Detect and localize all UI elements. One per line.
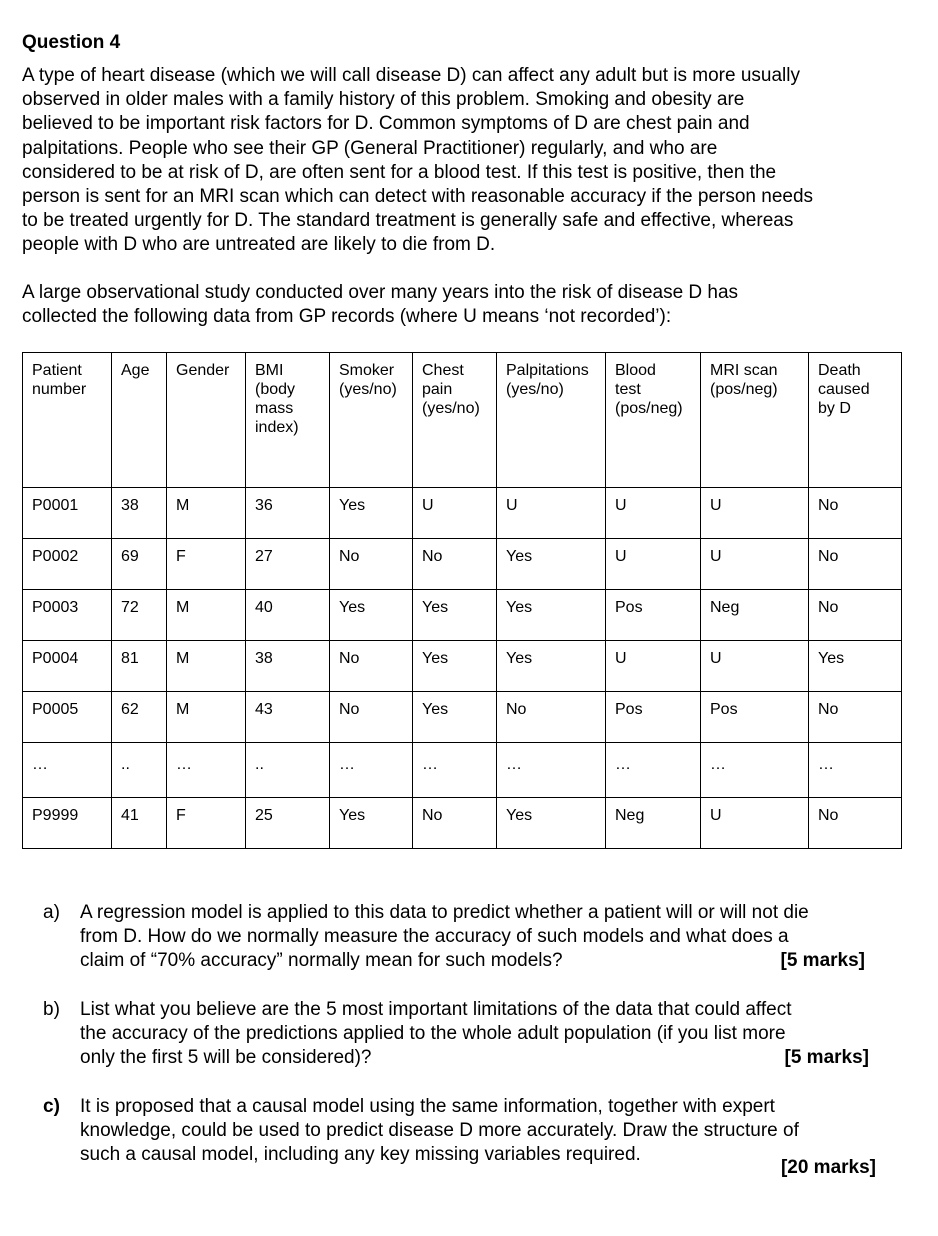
table-cell: U xyxy=(413,488,497,539)
header-text: Palpitations xyxy=(506,362,589,379)
header-text: index) xyxy=(255,419,299,436)
table-cell: No xyxy=(809,590,902,641)
table-cell: .. xyxy=(112,743,167,798)
table-cell: 72 xyxy=(112,590,167,641)
column-header xyxy=(497,353,606,488)
header-text: by D xyxy=(818,400,851,417)
column-header xyxy=(246,353,330,488)
header-text: (yes/no) xyxy=(506,381,564,398)
table-cell: P0001 xyxy=(23,488,112,539)
header-text: Chest xyxy=(422,362,464,379)
table-cell: F xyxy=(167,539,246,590)
header-text: Blood xyxy=(615,362,656,379)
table-cell: P9999 xyxy=(23,798,112,849)
table-cell: Yes xyxy=(413,590,497,641)
table-cell: … xyxy=(330,743,413,798)
header-text: Death xyxy=(818,362,861,379)
question-text: such a causal model, including any key missing variables required. xyxy=(80,1144,641,1166)
table-cell: … xyxy=(809,743,902,798)
table-cell: U xyxy=(606,488,701,539)
table-cell: Yes xyxy=(497,590,606,641)
table-cell: Yes xyxy=(497,641,606,692)
table-row xyxy=(23,488,902,539)
intro-line: believed to be important risk factors for D. Common symptoms of D are chest pain and xyxy=(22,113,750,135)
header-text: Gender xyxy=(176,362,230,379)
table-cell: M xyxy=(167,692,246,743)
question-text: knowledge, could be used to predict disease D more accurately. Draw the structure of xyxy=(80,1120,799,1142)
table-cell: No xyxy=(809,488,902,539)
question-label: a) xyxy=(43,902,60,923)
table-cell: No xyxy=(497,692,606,743)
marks-label: [5 marks] xyxy=(784,1047,869,1068)
table-cell: … xyxy=(413,743,497,798)
column-header xyxy=(606,353,701,488)
table-cell: No xyxy=(330,692,413,743)
header-text: mass xyxy=(255,400,294,417)
table-cell: 27 xyxy=(246,539,330,590)
intro-line: observed in older males with a family history of this problem. Smoking and obesity are xyxy=(22,89,745,111)
table-cell: Yes xyxy=(330,798,413,849)
table-cell: M xyxy=(167,488,246,539)
table-cell: U xyxy=(701,641,809,692)
table-cell: No xyxy=(330,641,413,692)
header-text: Smoker xyxy=(339,362,395,379)
table-cell: 38 xyxy=(112,488,167,539)
table-cell: U xyxy=(701,539,809,590)
table-cell: M xyxy=(167,590,246,641)
study-line: A large observational study conducted over many years into the risk of disease D has xyxy=(22,282,739,303)
column-header xyxy=(413,353,497,488)
question-text: claim of “70% accuracy” normally mean for such models? xyxy=(80,950,563,972)
table-cell: Neg xyxy=(701,590,809,641)
intro-line: people with D who are untreated are likely to die from D. xyxy=(22,234,496,256)
table-cell: … xyxy=(167,743,246,798)
table-cell: U xyxy=(701,488,809,539)
table-cell: 36 xyxy=(246,488,330,539)
header-text: test xyxy=(615,381,641,398)
table-cell: Pos xyxy=(606,590,701,641)
question-text: It is proposed that a causal model using the same information, together with expert xyxy=(80,1096,775,1117)
header-text: (pos/neg) xyxy=(615,400,683,417)
marks-label: [5 marks] xyxy=(780,950,865,971)
question-title: Question 4 xyxy=(22,32,121,53)
table-cell: Yes xyxy=(330,590,413,641)
table-cell: U xyxy=(701,798,809,849)
intro-line: considered to be at risk of D, are often sent for a blood test. If this test is positive, then the xyxy=(22,161,777,183)
table-cell: Yes xyxy=(497,539,606,590)
table-cell: 43 xyxy=(246,692,330,743)
intro-line: A type of heart disease (which we will call disease D) can affect any adult but is more usually xyxy=(22,65,800,86)
table-cell: No xyxy=(413,539,497,590)
table-cell: 25 xyxy=(246,798,330,849)
table-cell: No xyxy=(413,798,497,849)
question-label: c) xyxy=(43,1096,60,1117)
table-cell: Yes xyxy=(413,641,497,692)
header-text: caused xyxy=(818,381,870,398)
table-cell: Yes xyxy=(809,641,902,692)
table-row xyxy=(23,590,902,641)
table-cell: 40 xyxy=(246,590,330,641)
table-cell: 81 xyxy=(112,641,167,692)
question-text: List what you believe are the 5 most important limitations of the data that could affect xyxy=(80,999,792,1020)
table-cell: 38 xyxy=(246,641,330,692)
question-text: A regression model is applied to this data to predict whether a patient will or will not die xyxy=(80,902,809,923)
table-cell: U xyxy=(606,539,701,590)
patient-data-table xyxy=(22,352,902,849)
table-row xyxy=(23,743,902,798)
question-text: from D. How do we normally measure the accuracy of such models and what does a xyxy=(80,926,789,948)
header-text: Patient xyxy=(32,362,82,379)
column-header xyxy=(809,353,902,488)
header-text: BMI xyxy=(255,362,284,379)
table-cell: Neg xyxy=(606,798,701,849)
table-cell: … xyxy=(701,743,809,798)
intro-line: to be treated urgently for D. The standard treatment is generally safe and effective, whereas xyxy=(22,210,794,232)
column-header xyxy=(701,353,809,488)
table-cell: 41 xyxy=(112,798,167,849)
table-cell: Pos xyxy=(701,692,809,743)
header-text: (yes/no) xyxy=(422,400,480,417)
marks-label: [20 marks] xyxy=(780,1157,876,1178)
study-line: collected the following data from GP records (where U means ‘not recorded’): xyxy=(22,306,672,327)
table-cell: 69 xyxy=(112,539,167,590)
table-cell: Yes xyxy=(497,798,606,849)
column-header xyxy=(112,353,167,488)
table-row xyxy=(23,798,902,849)
header-text: (body xyxy=(255,381,296,398)
question-label: b) xyxy=(43,999,60,1020)
table-cell: … xyxy=(606,743,701,798)
table-cell: P0002 xyxy=(23,539,112,590)
table-cell: P0005 xyxy=(23,692,112,743)
table-cell: F xyxy=(167,798,246,849)
header-text: pain xyxy=(422,381,453,398)
table-cell: No xyxy=(809,692,902,743)
table-cell: M xyxy=(167,641,246,692)
question-text: the accuracy of the predictions applied to the whole adult population (if you list more xyxy=(80,1023,786,1045)
header-text: (pos/neg) xyxy=(710,381,778,398)
table-header-row xyxy=(23,353,902,488)
column-header xyxy=(330,353,413,488)
table-cell: .. xyxy=(246,743,330,798)
table-cell: … xyxy=(497,743,606,798)
table-cell: Yes xyxy=(413,692,497,743)
header-text: number xyxy=(32,381,87,398)
table-cell: Pos xyxy=(606,692,701,743)
table-cell: P0003 xyxy=(23,590,112,641)
intro-line: person is sent for an MRI scan which can detect with reasonable accuracy if the person needs xyxy=(22,186,814,207)
table-cell: U xyxy=(497,488,606,539)
table-cell: Yes xyxy=(330,488,413,539)
table-cell: … xyxy=(23,743,112,798)
table-cell: No xyxy=(330,539,413,590)
table-cell: P0004 xyxy=(23,641,112,692)
header-text: (yes/no) xyxy=(339,381,397,398)
table-cell: No xyxy=(809,539,902,590)
header-text: Age xyxy=(121,362,150,379)
table-row xyxy=(23,641,902,692)
column-header xyxy=(167,353,246,488)
table-cell: 62 xyxy=(112,692,167,743)
table-cell: No xyxy=(809,798,902,849)
intro-line: palpitations. People who see their GP (General Practitioner) regularly, and who are xyxy=(22,137,718,159)
question-text: only the first 5 will be considered)? xyxy=(80,1047,372,1069)
header-text: MRI scan xyxy=(710,362,778,379)
column-header xyxy=(23,353,112,488)
table-cell: U xyxy=(606,641,701,692)
table-row xyxy=(23,539,902,590)
table-row xyxy=(23,692,902,743)
